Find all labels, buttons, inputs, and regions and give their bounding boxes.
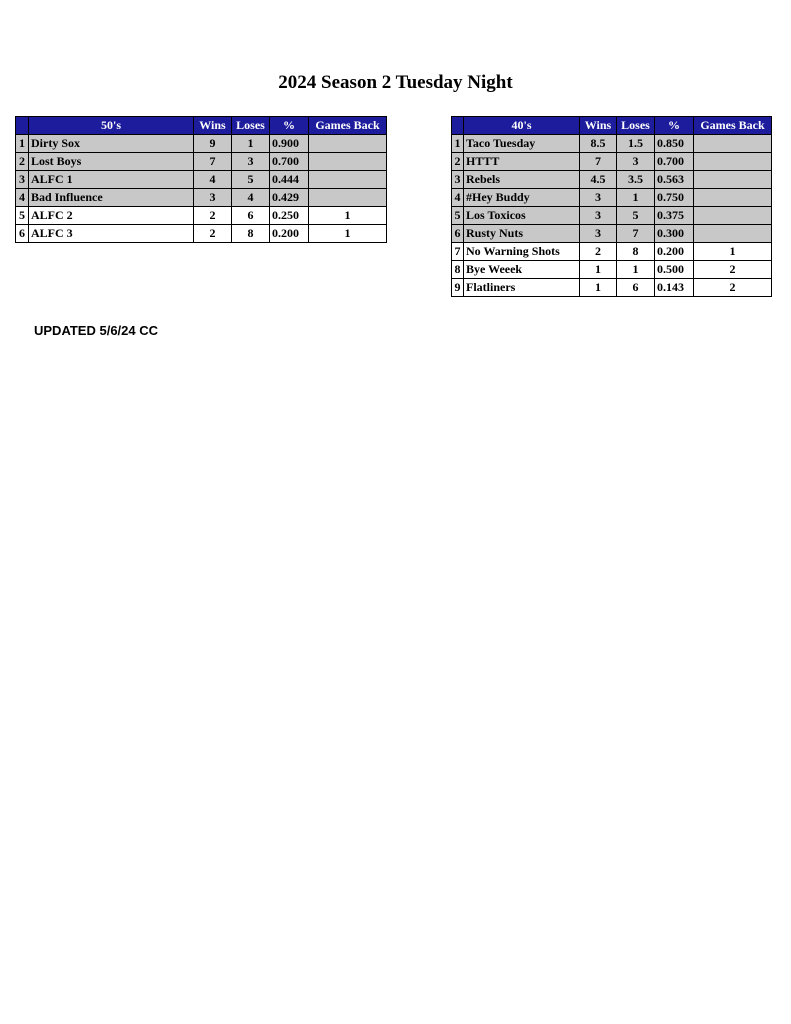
header-games-back: Games Back: [694, 117, 772, 135]
standings-table-50s: [15, 116, 387, 243]
table-row: [16, 225, 387, 243]
games-back-cell: [694, 207, 772, 225]
rank-cell: 6: [16, 225, 29, 243]
standings-table-40s: [451, 116, 772, 297]
wins-cell: 7: [580, 153, 617, 171]
pct-cell: 0.750: [655, 189, 694, 207]
header-rank: [452, 117, 464, 135]
pct-cell: 0.500: [655, 261, 694, 279]
rank-cell: 3: [16, 171, 29, 189]
table-row: [452, 243, 772, 261]
pct-cell: 0.444: [270, 171, 309, 189]
team-cell: Flatliners: [464, 279, 580, 297]
team-cell: Rebels: [464, 171, 580, 189]
team-cell: Dirty Sox: [29, 135, 194, 153]
pct-cell: 0.900: [270, 135, 309, 153]
loses-cell: 7: [617, 225, 655, 243]
rank-cell: 5: [16, 207, 29, 225]
rank-cell: 4: [452, 189, 464, 207]
header-division: 40's: [464, 117, 580, 135]
games-back-cell: [694, 225, 772, 243]
wins-cell: 3: [580, 189, 617, 207]
rank-cell: 7: [452, 243, 464, 261]
loses-cell: 5: [232, 171, 270, 189]
updated-note: UPDATED 5/6/24 CC: [34, 323, 159, 338]
table-row: [16, 171, 387, 189]
rank-cell: 8: [452, 261, 464, 279]
header-wins: Wins: [580, 117, 617, 135]
team-cell: Los Toxicos: [464, 207, 580, 225]
header-loses: Loses: [617, 117, 655, 135]
table-row: [16, 135, 387, 153]
table-row: [16, 153, 387, 171]
table-header-row: [16, 117, 387, 135]
wins-cell: 2: [580, 243, 617, 261]
loses-cell: 8: [232, 225, 270, 243]
team-cell: Taco Tuesday: [464, 135, 580, 153]
header-wins: Wins: [194, 117, 232, 135]
team-cell: ALFC 2: [29, 207, 194, 225]
table-row: [452, 189, 772, 207]
table-row: [452, 207, 772, 225]
team-cell: Bye Weeek: [464, 261, 580, 279]
team-cell: ALFC 1: [29, 171, 194, 189]
wins-cell: 8.5: [580, 135, 617, 153]
rank-cell: 9: [452, 279, 464, 297]
team-cell: HTTT: [464, 153, 580, 171]
loses-cell: 5: [617, 207, 655, 225]
pct-cell: 0.700: [270, 153, 309, 171]
pct-cell: 0.700: [655, 153, 694, 171]
wins-cell: 4: [194, 171, 232, 189]
rank-cell: 4: [16, 189, 29, 207]
page-title: 2024 Season 2 Tuesday Night: [278, 72, 513, 93]
rank-cell: 3: [452, 171, 464, 189]
loses-cell: 8: [617, 243, 655, 261]
games-back-cell: [694, 189, 772, 207]
team-cell: No Warning Shots: [464, 243, 580, 261]
table-header-row: [452, 117, 772, 135]
wins-cell: 3: [580, 207, 617, 225]
loses-cell: 1: [617, 189, 655, 207]
header-loses: Loses: [232, 117, 270, 135]
pct-cell: 0.200: [655, 243, 694, 261]
rank-cell: 1: [16, 135, 29, 153]
games-back-cell: 1: [309, 225, 387, 243]
games-back-cell: [694, 135, 772, 153]
pct-cell: 0.375: [655, 207, 694, 225]
games-back-cell: 1: [309, 207, 387, 225]
team-cell: ALFC 3: [29, 225, 194, 243]
wins-cell: 4.5: [580, 171, 617, 189]
table-row: [452, 279, 772, 297]
table-row: [16, 189, 387, 207]
wins-cell: 9: [194, 135, 232, 153]
team-cell: #Hey Buddy: [464, 189, 580, 207]
table-row: [452, 135, 772, 153]
loses-cell: 6: [232, 207, 270, 225]
rank-cell: 6: [452, 225, 464, 243]
wins-cell: 7: [194, 153, 232, 171]
loses-cell: 1.5: [617, 135, 655, 153]
table-row: [452, 225, 772, 243]
team-cell: Rusty Nuts: [464, 225, 580, 243]
table-row: [452, 153, 772, 171]
wins-cell: 1: [580, 279, 617, 297]
games-back-cell: 1: [694, 243, 772, 261]
wins-cell: 2: [194, 225, 232, 243]
games-back-cell: 2: [694, 261, 772, 279]
games-back-cell: 2: [694, 279, 772, 297]
loses-cell: 3: [617, 153, 655, 171]
pct-cell: 0.429: [270, 189, 309, 207]
loses-cell: 3.5: [617, 171, 655, 189]
games-back-cell: [694, 153, 772, 171]
table-row: [452, 261, 772, 279]
games-back-cell: [694, 171, 772, 189]
wins-cell: 2: [194, 207, 232, 225]
loses-cell: 6: [617, 279, 655, 297]
pct-cell: 0.563: [655, 171, 694, 189]
wins-cell: 1: [580, 261, 617, 279]
header-pct: %: [270, 117, 309, 135]
header-rank: [16, 117, 29, 135]
rank-cell: 5: [452, 207, 464, 225]
header-division: 50's: [29, 117, 194, 135]
table-row: [452, 171, 772, 189]
loses-cell: 4: [232, 189, 270, 207]
loses-cell: 1: [232, 135, 270, 153]
wins-cell: 3: [194, 189, 232, 207]
games-back-cell: [309, 153, 387, 171]
team-cell: Lost Boys: [29, 153, 194, 171]
rank-cell: 2: [16, 153, 29, 171]
games-back-cell: [309, 135, 387, 153]
loses-cell: 3: [232, 153, 270, 171]
header-pct: %: [655, 117, 694, 135]
table-row: [16, 207, 387, 225]
rank-cell: 1: [452, 135, 464, 153]
wins-cell: 3: [580, 225, 617, 243]
loses-cell: 1: [617, 261, 655, 279]
pct-cell: 0.200: [270, 225, 309, 243]
header-games-back: Games Back: [309, 117, 387, 135]
pct-cell: 0.850: [655, 135, 694, 153]
games-back-cell: [309, 189, 387, 207]
pct-cell: 0.250: [270, 207, 309, 225]
team-cell: Bad Influence: [29, 189, 194, 207]
rank-cell: 2: [452, 153, 464, 171]
pct-cell: 0.300: [655, 225, 694, 243]
pct-cell: 0.143: [655, 279, 694, 297]
games-back-cell: [309, 171, 387, 189]
